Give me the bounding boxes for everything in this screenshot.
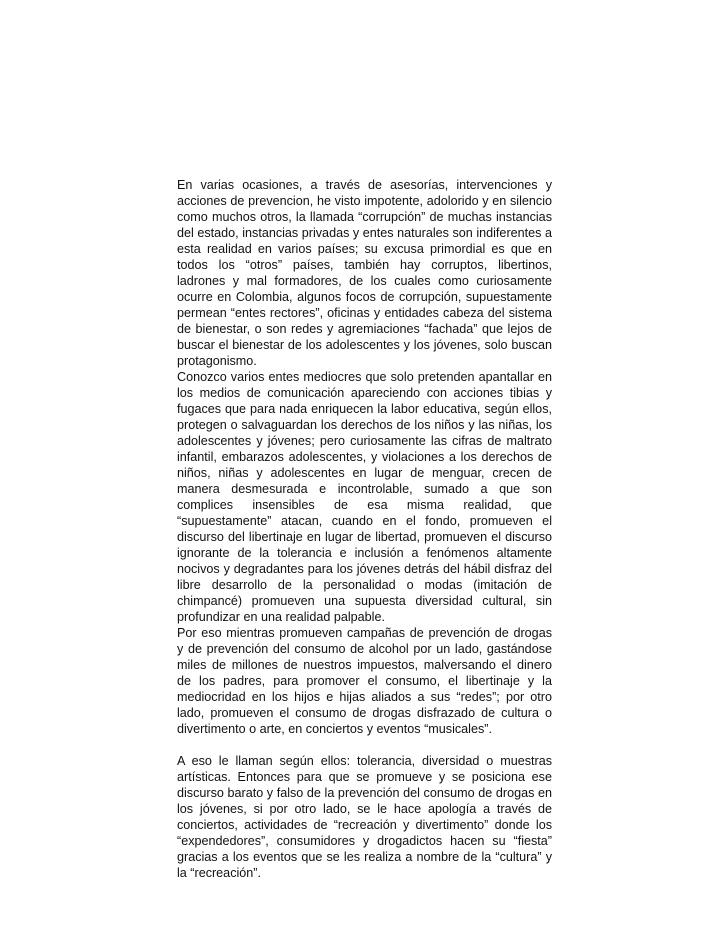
paragraph-3: Por eso mientras promueven campañas de prevención de drogas y de prevención del consumo de alcohol por un lado, gastándose miles de millones de nuestros impuestos, malversando el dinero de los padres, para promover el consumo, el libertinaje y la mediocridad en los hijos e hijas aliados a sus “redes”; por otro lado, promueven el consumo de drogas disfrazado de cultura o divertimento o arte, en conciertos y eventos “musicales”. <box>177 626 552 736</box>
document-body <box>177 177 552 881</box>
paragraph-4: A eso le llaman según ellos: tolerancia, diversidad o muestras artísticas. Entonces para que se promueve y se posiciona ese discurso barato y falso de la prevención del consumo de drogas en los jóvenes, si por otro lado, se le hace apología a través de conciertos, actividades de “recreación y divertimento” donde los “expendedores”, consumidores y drogadictos hacen su “fiesta” gracias a los eventos que se les realiza a nombre de la “cultura” y la “recreación”. <box>177 754 552 880</box>
paragraph-1: En varias ocasiones, a través de asesorías, intervenciones y acciones de prevencion, he visto impotente, adolorido y en silencio como muchos otros, la llamada “corrupción” de muchas instancias del estado, instancias privadas y entes naturales son indiferentes a esta realidad en varios países; su excusa primordial es que en todos los “otros” países, también hay corruptos, libertinos, ladrones y mal formadores, de los cuales como curiosamente ocurre en Colombia, algunos focos de corrupción, supuestamente permean “entes rectores”, oficinas y entidades cabeza del sistema de bienestar, o son redes y agremiaciones “fachada” que lejos de buscar el bienestar de los adolescentes y los jóvenes, solo buscan protagonismo. <box>177 178 552 368</box>
paragraph-2: Conozco varios entes mediocres que solo pretenden apantallar en los medios de comunicación apareciendo con acciones tibias y fugaces que para nada enriquecen la labor educativa, según ellos, protegen o salvaguardan los derechos de los niños y las niñas, los adolescentes y jóvenes; pero curiosamente las cifras de maltrato infantil, embarazos adolescentes, y violaciones a los derechos de niños, niñas y adolescentes en lugar de menguar, crecen de manera desmesurada e incontrolable, sumado a que son complices insensibles de esa misma realidad, que “supuestamente” atacan, cuando en el fondo, promueven el discurso del libertinaje en lugar de libertad, promueven el discurso ignorante de la tolerancia e inclusión a fenómenos altamente nocivos y degradantes para los jóvenes detrás del hábil disfraz del libre desarrollo de la personalidad o modas (imitación de chimpancé) promueven una supuesta diversidad cultural, sin profundizar en una realidad palpable. <box>177 370 552 624</box>
